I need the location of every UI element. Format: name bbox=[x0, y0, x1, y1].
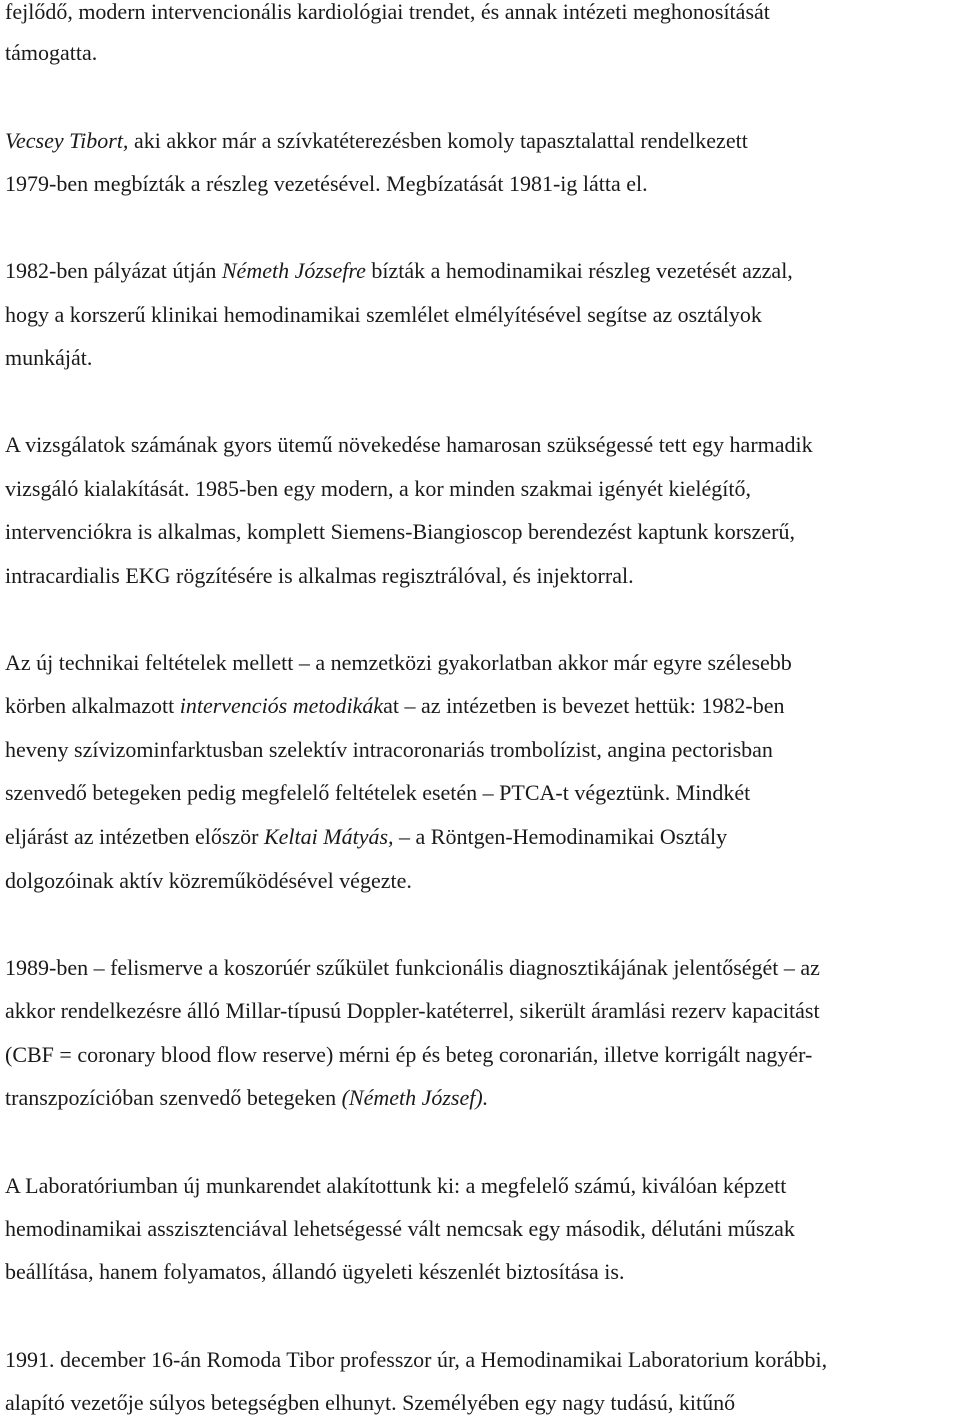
paragraph-6-line-3 bbox=[5, 1040, 955, 1070]
paragraph-6-line-1 bbox=[5, 953, 955, 983]
paragraph-3-line-2 bbox=[5, 300, 955, 330]
text-segment: 1991. december 16-án Romoda Tibor professzor úr, a Hemodinamikai Laboratorium korábbi, bbox=[5, 1347, 828, 1372]
paragraph-2-line-1 bbox=[5, 126, 955, 156]
text-segment: intervenciókra is alkalmas, komplett Siemens-Biangioscop berendezést kaptunk korszerű, bbox=[5, 519, 795, 544]
paragraph-7-line-1 bbox=[5, 1171, 955, 1201]
paragraph-1-line-1 bbox=[5, 0, 955, 27]
text-segment: hogy a korszerű klinikai hemodinamikai szemlélet elmélyítésével segítse az osztályok bbox=[5, 302, 762, 327]
paragraph-2-line-2 bbox=[5, 169, 955, 199]
text-segment: A vizsgálatok számának gyors ütemű növekedése hamarosan szükségessé tett egy harmadik bbox=[5, 432, 813, 457]
paragraph-5-line-6 bbox=[5, 866, 955, 896]
text-segment: vizsgáló kialakítását. 1985-ben egy modern, a kor minden szakmai igényét kielégítő, bbox=[5, 476, 751, 501]
paragraph-3-line-3 bbox=[5, 343, 955, 373]
paragraph-4-line-3 bbox=[5, 517, 955, 547]
text-segment: beállítása, hanem folyamatos, állandó ügyeleti készenlét biztosítása is. bbox=[5, 1259, 625, 1284]
text-segment: munkáját. bbox=[5, 345, 93, 370]
paragraph-5-line-2 bbox=[5, 691, 955, 721]
text-segment: 1989-ben – felismerve a koszorúér szűkület funkcionális diagnosztikájának jelentőségét – az bbox=[5, 955, 820, 980]
text-segment: at – az intézetben is bevezet hettük: 1982-ben bbox=[383, 693, 785, 718]
text-segment: Az új technikai feltételek mellett – a nemzetközi gyakorlatban akkor már egyre szélesebb bbox=[5, 650, 792, 675]
text-segment: (CBF = coronary blood flow reserve) mérni ép és beteg coronarián, illetve korrigált nagyér- bbox=[5, 1042, 813, 1067]
paragraph-8-line-1 bbox=[5, 1345, 955, 1375]
paragraph-6-line-2 bbox=[5, 996, 955, 1026]
paragraph-5-line-1 bbox=[5, 648, 955, 678]
paragraph-7-line-2 bbox=[5, 1214, 955, 1244]
emphasized-term: intervenciós metodikák bbox=[179, 693, 384, 718]
text-segment: körben alkalmazott bbox=[5, 693, 180, 718]
text-segment: hemodinamikai asszisztenciával lehetségessé vált nemcsak egy második, délutáni műszak bbox=[5, 1216, 795, 1241]
person-name: Vecsey Tibort, bbox=[5, 128, 129, 153]
paragraph-4-line-1 bbox=[5, 430, 955, 460]
person-name: Keltai Mátyás, bbox=[263, 824, 394, 849]
person-name: Németh Józsefre bbox=[221, 258, 366, 283]
text-segment: intracardialis EKG rögzítésére is alkalmas regisztrálóval, és injektorral. bbox=[5, 563, 634, 588]
text-segment: fejlődő, modern intervencionális kardiológiai trendet, és annak intézeti meghonosítását bbox=[5, 0, 770, 24]
paragraph-5-line-5 bbox=[5, 822, 955, 852]
text-segment: szenvedő betegeken pedig megfelelő feltételek esetén – PTCA-t végeztünk. Mindkét bbox=[5, 780, 751, 805]
paragraph-4-line-2 bbox=[5, 474, 955, 504]
person-name: (Németh József). bbox=[341, 1085, 489, 1110]
text-segment: transzpozícióban szenvedő betegeken bbox=[5, 1085, 342, 1110]
paragraph-7-line-3 bbox=[5, 1257, 955, 1287]
paragraph-4-line-4 bbox=[5, 561, 955, 591]
text-segment: 1979-ben megbízták a részleg vezetésével. Megbízatását 1981-ig látta el. bbox=[5, 171, 648, 196]
text-segment: heveny szívizominfarktusban szelektív intracoronariás trombolízist, angina pectorisban bbox=[5, 737, 773, 762]
paragraph-5-line-4 bbox=[5, 778, 955, 808]
text-segment: akkor rendelkezésre álló Millar-típusú Doppler-katéterrel, sikerült áramlási rezerv kapacitást bbox=[5, 998, 820, 1023]
text-segment: aki akkor már a szívkatéterezésben komoly tapasztalattal rendelkezett bbox=[128, 128, 748, 153]
paragraph-1-line-2 bbox=[5, 38, 955, 68]
paragraph-3-line-1 bbox=[5, 256, 955, 286]
text-segment: – a Röntgen-Hemodinamikai Osztály bbox=[393, 824, 728, 849]
paragraph-6-line-4 bbox=[5, 1083, 955, 1113]
text-segment: 1982-ben pályázat útján bbox=[5, 258, 222, 283]
paragraph-8-line-2 bbox=[5, 1388, 955, 1418]
text-segment: dolgozóinak aktív közreműködésével végezte. bbox=[5, 868, 412, 893]
text-segment: támogatta. bbox=[5, 40, 98, 65]
text-segment: A Laboratóriumban új munkarendet alakítottunk ki: a megfelelő számú, kiválóan képzett bbox=[5, 1173, 787, 1198]
paragraph-5-line-3 bbox=[5, 735, 955, 765]
text-segment: alapító vezetője súlyos betegségben elhunyt. Személyében egy nagy tudású, kitűnő bbox=[5, 1390, 736, 1415]
text-segment: eljárást az intézetben először bbox=[5, 824, 264, 849]
text-segment: bízták a hemodinamikai részleg vezetését azzal, bbox=[365, 258, 793, 283]
